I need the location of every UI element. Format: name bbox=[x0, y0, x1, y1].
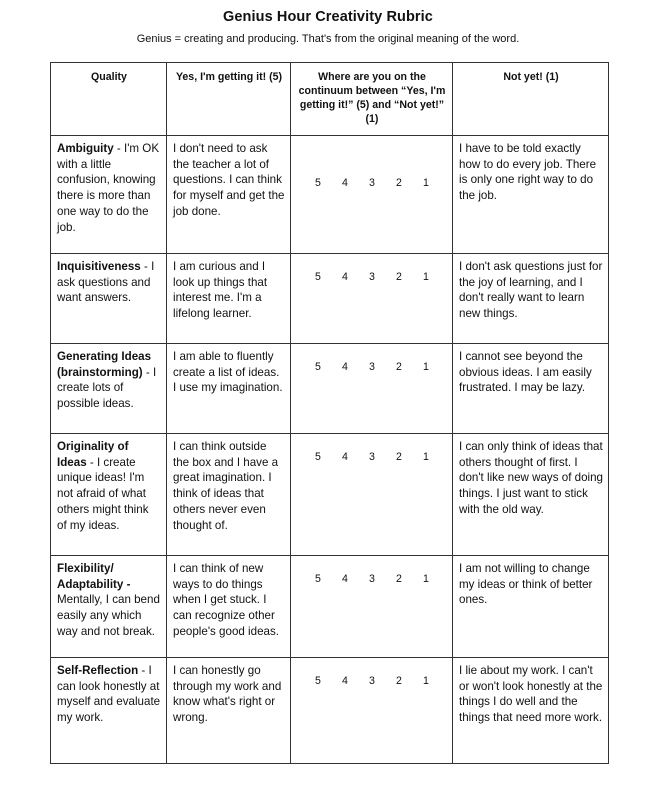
scale-number-1: 1 bbox=[423, 177, 429, 189]
quality-title: Inquisitiveness bbox=[57, 260, 141, 273]
quality-cell bbox=[51, 658, 167, 764]
scale-number-3: 3 bbox=[369, 573, 375, 585]
quality-title: Self-Reflection bbox=[57, 664, 139, 677]
getting-it-cell: I am curious and I look up things that interest me. I'm a lifelong learner. bbox=[167, 254, 291, 344]
scale-number-1: 1 bbox=[423, 271, 429, 283]
scale-number-2: 2 bbox=[396, 271, 402, 283]
not-yet-cell: I lie about my work. I can't or won't look honestly at the things I do well and the things that need more work. bbox=[453, 658, 609, 764]
header-not-yet: Not yet! (1) bbox=[453, 63, 609, 136]
scale-numbers bbox=[297, 572, 447, 588]
scale-number-5: 5 bbox=[315, 675, 321, 687]
scale-number-5: 5 bbox=[315, 177, 321, 189]
scale-number-4: 4 bbox=[342, 573, 348, 585]
quality-description: - I can look honestly at myself and evaluate my work. bbox=[57, 664, 161, 725]
getting-it-cell: I don't need to ask the teacher a lot of questions. I can think for myself and get the job done. bbox=[167, 136, 291, 254]
scale-number-4: 4 bbox=[342, 451, 348, 463]
rubric-row bbox=[51, 434, 609, 556]
scale-number-4: 4 bbox=[342, 675, 348, 687]
rubric-table bbox=[50, 62, 609, 764]
rubric-row bbox=[51, 556, 609, 658]
scale-number-5: 5 bbox=[315, 573, 321, 585]
quality-title: Generating Ideas (brainstorming) bbox=[57, 350, 152, 379]
quality-title: Flexibility/ Adaptability - bbox=[57, 562, 131, 591]
header-getting-it: Yes, I'm getting it! (5) bbox=[167, 63, 291, 136]
scale-number-5: 5 bbox=[315, 271, 321, 283]
scale-number-3: 3 bbox=[369, 675, 375, 687]
header-quality: Quality bbox=[51, 63, 167, 136]
scale-cell bbox=[291, 254, 453, 344]
scale-number-2: 2 bbox=[396, 573, 402, 585]
quality-description: - I'm OK with a little confusion, knowing there is more than one way to do the job. bbox=[57, 142, 160, 234]
not-yet-cell: I am not willing to change my ideas or think of better ones. bbox=[453, 556, 609, 658]
quality-cell bbox=[51, 254, 167, 344]
scale-cell bbox=[291, 556, 453, 658]
scale-number-3: 3 bbox=[369, 361, 375, 373]
rubric-row bbox=[51, 658, 609, 764]
getting-it-cell: I can think outside the box and I have a great imagination. I think of ideas that others never even thought of. bbox=[167, 434, 291, 556]
scale-number-3: 3 bbox=[369, 451, 375, 463]
quality-description: - I create lots of possible ideas. bbox=[57, 365, 157, 411]
scale-numbers bbox=[297, 270, 447, 286]
scale-numbers bbox=[297, 360, 447, 376]
scale-cell bbox=[291, 136, 453, 254]
quality-cell bbox=[51, 136, 167, 254]
getting-it-cell: I can honestly go through my work and know what's right or wrong. bbox=[167, 658, 291, 764]
not-yet-cell: I have to be told exactly how to do every job. There is only one right way to do the job. bbox=[453, 136, 609, 254]
not-yet-cell: I can only think of ideas that others thought of first. I don't like new ways of doing things. I just want to stick with the old way. bbox=[453, 434, 609, 556]
quality-cell bbox=[51, 344, 167, 434]
scale-number-1: 1 bbox=[423, 361, 429, 373]
scale-number-4: 4 bbox=[342, 271, 348, 283]
scale-cell bbox=[291, 344, 453, 434]
quality-title: Ambiguity bbox=[57, 142, 114, 155]
scale-numbers bbox=[297, 176, 447, 192]
scale-number-4: 4 bbox=[342, 177, 348, 189]
scale-number-5: 5 bbox=[315, 361, 321, 373]
quality-title: Originality of Ideas bbox=[57, 440, 129, 469]
scale-number-3: 3 bbox=[369, 271, 375, 283]
rubric-row bbox=[51, 254, 609, 344]
rubric-row bbox=[51, 344, 609, 434]
quality-description: Mentally, I can bend easily any which way and not break. bbox=[57, 593, 160, 638]
scale-number-3: 3 bbox=[369, 177, 375, 189]
header-continuum: Where are you on the continuum between “Yes, I'm getting it!” (5) and “Not yet!” (1) bbox=[291, 63, 453, 136]
scale-number-1: 1 bbox=[423, 451, 429, 463]
quality-description: - I create unique ideas! I'm not afraid of what others might think of my ideas. bbox=[57, 455, 149, 532]
scale-cell bbox=[291, 434, 453, 556]
getting-it-cell: I can think of new ways to do things when I get stuck. I can recognize other people's good ideas. bbox=[167, 556, 291, 658]
not-yet-cell: I cannot see beyond the obvious ideas. I am easily frustrated. I may be lazy. bbox=[453, 344, 609, 434]
quality-cell bbox=[51, 434, 167, 556]
rubric-row bbox=[51, 136, 609, 254]
scale-number-2: 2 bbox=[396, 177, 402, 189]
page-title: Genius Hour Creativity Rubric bbox=[223, 9, 433, 25]
scale-number-2: 2 bbox=[396, 675, 402, 687]
scale-number-2: 2 bbox=[396, 451, 402, 463]
header-row bbox=[51, 63, 609, 136]
scale-number-4: 4 bbox=[342, 361, 348, 373]
scale-number-1: 1 bbox=[423, 675, 429, 687]
quality-description: - I ask questions and want answers. bbox=[57, 260, 155, 305]
scale-numbers bbox=[297, 674, 447, 690]
scale-numbers bbox=[297, 450, 447, 466]
scale-number-2: 2 bbox=[396, 361, 402, 373]
scale-number-1: 1 bbox=[423, 573, 429, 585]
getting-it-cell: I am able to fluently create a list of ideas. I use my imagination. bbox=[167, 344, 291, 434]
not-yet-cell: I don't ask questions just for the joy of learning, and I don't really want to learn new things. bbox=[453, 254, 609, 344]
scale-number-5: 5 bbox=[315, 451, 321, 463]
scale-cell bbox=[291, 658, 453, 764]
page-subtitle: Genius = creating and producing. That's from the original meaning of the word. bbox=[136, 33, 520, 45]
quality-cell bbox=[51, 556, 167, 658]
